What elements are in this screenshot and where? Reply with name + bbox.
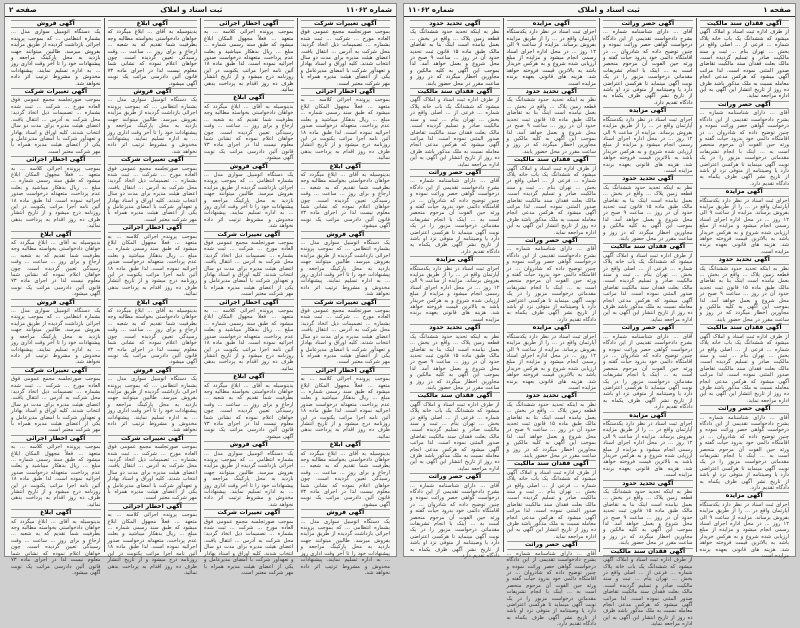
notice-heading: آگهی تحدید حدود (700, 256, 790, 264)
notice-heading: آگهی اخطار اجرائی (204, 20, 294, 28)
header-right: شماره ۱۱۰۶۲ (345, 6, 392, 14)
notice-body: بموجب صورتجلسه مجمع عمومی فوق العاده مورخ ... شرکت ... ثبت شده بشماره ... تصمیمات ذیل اتخاذ گردید: محل شرکت به آدرس ... انتقال یافت. اعضای هیئت مدیره برای مدت دو سال انتخاب شدند. کلیه اوراق و اسناد بهادار و تعهدآور شرکت با امضای مدیرعامل و یکی از اعضای هیئت مدیره همراه با مهر شرکت معتبر است. (204, 518, 294, 576)
notice-body: یک دستگاه اتومبیل سواری مدل ... بشماره انتظامی ... که بموجب پرونده اجرائی بازداشت گردیده از طریق مزایده بفروش میرسد. طالبین میتوانند جهت بازدید به محل پارکینگ مراجعه و پیشنهادات خود را تا آخر وقت اداری روز ... به اداره تسلیم نمایند. پیشنهادات مخدوش و مشروط ترتیب اثر داده نخواهد شد. (204, 450, 294, 508)
notice-heading: آگهی فقدان سند مالکیت (700, 324, 790, 332)
column (407, 18, 503, 560)
notice-heading: آگهی اخطار اجرائی (11, 156, 101, 164)
page-header (5, 4, 396, 17)
notice-body: اجرای ثبت اسناد در نظر دارد یکدستگاه آپارتمان واقع در ... را از طریق مزایده بفروش برساند. مزایده از ساعت ۹ الی ۱۲ روز ... در محل اداره اجرای اسناد رسمی انجام میشود و مزایده از مبلغ ارزیابی شده شروع و به هرکس خریدار باشد به بالاترین قیمت فروخته خواهد شد. هزینه های قانونی بعهده برنده مزایده است. (506, 29, 596, 87)
notice-body: بدینوسیله به آقای ... ابلاغ میگردد که خواهان دادخواستی بخواسته مطالبه وجه بطرفیت شما تقدیم که به شعبه ... ارجاع و برای روز ... ساعت ... وقت رسیدگی تعیین گردیده است. چون خواهان اعلام نموده که نشانی شما معلوم نیست لذا در اجرای ماده ۷۳ قانون آئین دادرسی مراتب یک نوبت آگهی میشود. (204, 382, 294, 440)
notice-body: از طرف اداره ثبت اسناد و املاک آگهی میشود که ششدانگ یک باب خانه پلاک شماره ... فرعی از ... اصلی واقع در بخش ... تهران بنام ... ثبت و سند مالکیت صادر و تسلیم گردیده است. مالک بعلت فقدان سند مالکیت تقاضای صدور المثنی نموده است. لذا مراتب آگهی میشود که هرکس مدعی انجام معامله نسبت به ملک مذکور باشد ظرف ده روز از تاریخ انتشار این آگهی به این اداره مراجعه نماید. (603, 557, 693, 628)
notice-heading: آگهی اخطار اجرائی (108, 224, 198, 232)
header-center: ثبت اسناد و املاک (577, 6, 640, 14)
notice-heading: آگهی مزایده (507, 20, 597, 28)
notice-body: یک دستگاه اتومبیل سواری مدل ... بشماره انتظامی ... که بموجب پرونده اجرائی بازداشت گردیده از طریق مزایده بفروش میرسد. طالبین میتوانند جهت بازدید به محل پارکینگ مراجعه و پیشنهادات خود را تا آخر وقت اداری روز ... به اداره تسلیم نمایند. پیشنهادات مخدوش و مشروط ترتیب اثر داده نخواهد شد. (107, 97, 197, 155)
notice-heading: آگهی فروش (301, 509, 391, 517)
notice-heading: آگهی اخطار اجرائی (108, 503, 198, 511)
notice-heading: آگهی تحدید حدود (410, 324, 500, 332)
notice-heading: آگهی فقدان سند مالکیت (507, 460, 597, 468)
notice-body: بموجب صورتجلسه مجمع عمومی فوق العاده مورخ ... شرکت ... ثبت شده بشماره ... تصمیمات ذیل اتخاذ گردید: محل شرکت به آدرس ... انتقال یافت. اعضای هیئت مدیره برای مدت دو سال انتخاب شدند. کلیه اوراق و اسناد بهادار و تعهدآور شرکت با امضای مدیرعامل و یکی از اعضای هیئت مدیره همراه با مهر شرکت معتبر است. (300, 29, 390, 87)
notice-heading: آگهی فقدان سند مالکیت (603, 243, 693, 251)
notice-heading: آگهی تغییرات شرکت (108, 156, 198, 164)
notice-body: اجرای ثبت اسناد در نظر دارد یکدستگاه آپارتمان واقع در ... را از طریق مزایده بفروش برساند. مزایده از ساعت ۹ الی ۱۲ روز ... در محل اداره اجرای اسناد رسمی انجام میشود و مزایده از مبلغ ارزیابی شده شروع و به هرکس خریدار باشد به بالاترین قیمت فروخته خواهد شد. هزینه های قانونی بعهده برنده مزایده است. (699, 501, 789, 560)
notice-heading: آگهی فقدان سند مالکیت (603, 548, 693, 556)
notice-heading: آگهی ابلاغ (301, 163, 391, 171)
notice-heading: آگهی ابلاغ (11, 231, 101, 239)
header-center: ثبت اسناد و املاک (160, 6, 223, 14)
column (200, 18, 297, 576)
notice-heading: آگهی حصر وراثت (603, 324, 693, 332)
notice-body: از طرف اداره ثبت اسناد و املاک آگهی میشود که ششدانگ یک باب خانه پلاک شماره ... فرعی از ... اصلی واقع در بخش ... تهران بنام ... ثبت و سند مالکیت صادر و تسلیم گردیده است. مالک بعلت فقدان سند مالکیت تقاضای صدور المثنی نموده است. لذا مراتب آگهی میشود که هرکس مدعی انجام معامله نسبت به ملک مذکور باشد ظرف ده روز از تاریخ انتشار این آگهی به این اداره مراجعه نماید. (603, 252, 693, 323)
notice-heading: آگهی تغییرات شرکت (108, 435, 198, 443)
notice-body: بموجب پرونده اجرائی کلاسه ... به متعهد ... فعلاً مجهول المکان ابلاغ میشود که طبق سند رسمی شماره ... مبلغ ... ریال بدهکار میباشید و بعلت عدم پرداخت، متعهدله درخواست صدور اجرائیه نموده است. لذا طبق ماده ۱۸ آئین نامه اجرا مراتب یکنوبت در این روزنامه درج میشود و از تاریخ انتشار ظرف ده روز اقدام به پرداخت بدهی نمائید. (11, 165, 101, 230)
notice-heading: آگهی فروش (11, 20, 101, 28)
notice-heading: آگهی اخطار اجرائی (301, 88, 391, 96)
notice-body: اجرای ثبت اسناد در نظر دارد یکدستگاه آپارتمان واقع در ... را از طریق مزایده بفروش برساند. مزایده از ساعت ۹ الی ۱۲ روز ... در محل اداره اجرای اسناد رسمی انجام میشود و مزایده از مبلغ ارزیابی شده شروع و به هرکس خریدار باشد به بالاترین قیمت فروخته خواهد شد. هزینه های قانونی بعهده برنده مزایده است. (603, 116, 693, 174)
notice-heading: آگهی فقدان سند مالکیت (410, 88, 500, 96)
column (503, 18, 600, 628)
notice-body: از طرف اداره ثبت اسناد و املاک آگهی میشود که ششدانگ یک باب خانه پلاک شماره ... فرعی از ... اصلی واقع در بخش ... تهران بنام ... ثبت و سند مالکیت صادر و تسلیم گردیده است. مالک بعلت فقدان سند مالکیت تقاضای صدور المثنی نموده است. لذا مراتب آگهی میشود که هرکس مدعی انجام معامله نسبت به ملک مذکور باشد ظرف ده روز از تاریخ انتشار این آگهی به این اداره مراجعه نماید. (410, 97, 500, 168)
notice-heading: آگهی اخطار اجرائی (204, 299, 294, 307)
notice-heading: آگهی حصر وراثت (507, 541, 597, 549)
notice-body: آقای ... دارای شناسنامه شماره ... بشرح دادخواست تقدیمی از این دادگاه درخواست گواهی حصر وراثت نموده و چنین توضیح داده که شادروان ... در اقامتگاه دائمی خود بدرود حیات گفته و ورثه حین الفوت آن مرحوم منحصر است به ... اینک با انجام تشریفات مقدماتی درخواست مزبور را در یک نوبت آگهی مینماید تا هرکسی اعتراضی دارد یا وصیتنامه از متوفی نزد او باشد از تاریخ نشر آگهی ظرف یکماه به دادگاه تقدیم دارد. (699, 110, 789, 187)
column (599, 18, 696, 628)
column (297, 18, 394, 576)
page-header (404, 4, 795, 17)
column-container (8, 18, 393, 576)
notice-heading: آگهی ابلاغ (204, 94, 294, 102)
notice-body: نظر به اینکه تحدید حدود ششدانگ یک قطعه زمین پلاک ... واقع در بخش ... بعمل نیامده است اینک بنا به تقاضای مالک طبق ماده ۱۵ قانون ثبت تحدید حدود آن در روز ... ساعت ۹ صبح در محل شروع و بعمل خواهد آمد. لذا بموجب این آگهی به کلیه مالکین و مجاورین اخطار میگردد که در روز و ساعت مقرر در محل حضور یابند. (506, 401, 596, 459)
notice-heading: آگهی اخطار اجرائی (301, 367, 391, 375)
notice-heading: آگهی مزایده (507, 324, 597, 332)
notice-body: آقای ... دارای شناسنامه شماره ... بشرح دادخواست تقدیمی از این دادگاه درخواست گواهی حصر وراثت نموده و چنین توضیح داده که شادروان ... در اقامتگاه دائمی خود بدرود حیات گفته و ورثه حین الفوت آن مرحوم منحصر است به ... اینک با انجام تشریفات مقدماتی درخواست مزبور را در یک نوبت آگهی مینماید تا هرکسی اعتراضی دارد یا وصیتنامه از متوفی نزد او باشد از تاریخ نشر آگهی ظرف یکماه به دادگاه تقدیم دارد. (506, 550, 596, 628)
notice-heading: آگهی تحدید حدود (507, 392, 597, 400)
notice-body: بموجب صورتجلسه مجمع عمومی فوق العاده مورخ ... شرکت ... ثبت شده بشماره ... تصمیمات ذیل اتخاذ گردید: محل شرکت به آدرس ... انتقال یافت. اعضای هیئت مدیره برای مدت دو سال انتخاب شدند. کلیه اوراق و اسناد بهادار و تعهدآور شرکت با امضای مدیرعامل و یکی از اعضای هیئت مدیره همراه با مهر شرکت معتبر است. (11, 97, 101, 155)
notice-heading: آگهی ابلاغ (108, 20, 198, 28)
notice-heading: آگهی تحدید حدود (603, 175, 693, 183)
notice-heading: آگهی تغییرات شرکت (11, 367, 101, 375)
notice-body: یک دستگاه اتومبیل سواری مدل ... بشماره انتظامی ... که بموجب پرونده اجرائی بازداشت گردیده از طریق مزایده بفروش میرسد. طالبین میتوانند جهت بازدید به محل پارکینگ مراجعه و پیشنهادات خود را تا آخر وقت اداری روز ... به اداره تسلیم نمایند. پیشنهادات مخدوش و مشروط ترتیب اثر داده نخواهد شد. (204, 171, 294, 230)
notice-heading: آگهی ابلاغ (204, 373, 294, 381)
notice-body: آقای ... دارای شناسنامه شماره ... بشرح دادخواست تقدیمی از این دادگاه درخواست گواهی حصر وراثت نموده و چنین توضیح داده که شادروان ... در اقامتگاه دائمی خود بدرود حیات گفته و ورثه حین الفوت آن مرحوم منحصر است به ... اینک با انجام تشریفات مقدماتی درخواست مزبور را در یک نوبت آگهی مینماید تا هرکسی اعتراضی دارد یا وصیتنامه از متوفی نزد او باشد از تاریخ نشر آگهی ظرف یکماه به دادگاه تقدیم دارد. (699, 414, 789, 492)
notice-body: بموجب پرونده اجرائی کلاسه ... به متعهد ... فعلاً مجهول المکان ابلاغ میشود که طبق سند رسمی شماره ... مبلغ ... ریال بدهکار میباشید و بعلت عدم پرداخت، متعهدله درخواست صدور اجرائیه نموده است. لذا طبق ماده ۱۸ آئین نامه اجرا مراتب یکنوبت در این روزنامه درج میشود و از تاریخ انتشار ظرف ده روز اقدام به پرداخت بدهی نمائید. (11, 444, 101, 508)
notice-heading: آگهی ابلاغ (11, 509, 101, 517)
notice-body: بموجب پرونده اجرائی کلاسه ... به متعهد ... فعلاً مجهول المکان ابلاغ میشود که طبق سند رسمی شماره ... مبلغ ... ریال بدهکار میباشید و بعلت عدم پرداخت، متعهدله درخواست صدور اجرائیه نموده است. لذا طبق ماده ۱۸ آئین نامه اجرا مراتب یکنوبت در این روزنامه درج میشود و از تاریخ انتشار ظرف ده روز اقدام به پرداخت بدهی نمائید. (300, 376, 390, 440)
notice-body: نظر به اینکه تحدید حدود ششدانگ یک قطعه زمین پلاک ... واقع در بخش ... بعمل نیامده است اینک بنا به تقاضای مالک طبق ماده ۱۵ قانون ثبت تحدید حدود آن در روز ... ساعت ۹ صبح در محل شروع و بعمل خواهد آمد. لذا بموجب این آگهی به کلیه مالکین و مجاورین اخطار میگردد که در روز و ساعت مقرر در محل حضور یابند. (699, 265, 789, 323)
notice-body: یک دستگاه اتومبیل سواری مدل ... بشماره انتظامی ... که بموجب پرونده اجرائی بازداشت گردیده از طریق مزایده بفروش میرسد. طالبین میتوانند جهت بازدید به محل پارکینگ مراجعه و پیشنهادات خود را تا آخر وقت اداری روز ... به اداره تسلیم نمایند. پیشنهادات مخدوش و مشروط ترتیب اثر داده نخواهد شد. (300, 240, 390, 298)
notice-body: بموجب صورتجلسه مجمع عمومی فوق العاده مورخ ... شرکت ... ثبت شده بشماره ... تصمیمات ذیل اتخاذ گردید: محل شرکت به آدرس ... انتقال یافت. اعضای هیئت مدیره برای مدت دو سال انتخاب شدند. کلیه اوراق و اسناد بهادار و تعهدآور شرکت با امضای مدیرعامل و یکی از اعضای هیئت مدیره همراه با مهر شرکت معتبر است. (300, 308, 390, 366)
notice-body: بموجب پرونده اجرائی کلاسه ... به متعهد ... فعلاً مجهول المکان ابلاغ میشود که طبق سند رسمی شماره ... مبلغ ... ریال بدهکار میباشید و بعلت عدم پرداخت، متعهدله درخواست صدور اجرائیه نموده است. لذا طبق ماده ۱۸ آئین نامه اجرا مراتب یکنوبت در این روزنامه درج میشود و از تاریخ انتشار ظرف ده روز اقدام به پرداخت بدهی نمائید. (107, 233, 197, 298)
notice-body: اجرای ثبت اسناد در نظر دارد یکدستگاه آپارتمان واقع در ... را از طریق مزایده بفروش برساند. مزایده از ساعت ۹ الی ۱۲ روز ... در محل اداره اجرای اسناد رسمی انجام میشود و مزایده از مبلغ ارزیابی شده شروع و به هرکس خریدار باشد به بالاترین قیمت فروخته خواهد شد. هزینه های قانونی بعهده برنده مزایده است. (410, 265, 500, 323)
notice-heading: آگهی حصر وراثت (410, 473, 500, 481)
notice-heading: آگهی تحدید حدود (507, 88, 597, 96)
notice-heading: آگهی ابلاغ (301, 441, 391, 449)
header-left: شماره ۱۱۰۶۲ (408, 6, 455, 14)
column-container (407, 18, 792, 628)
notice-heading: آگهی فروش (301, 231, 391, 239)
notice-body: نظر به اینکه تحدید حدود ششدانگ یک قطعه زمین پلاک ... واقع در بخش ... بعمل نیامده است اینک بنا به تقاضای مالک طبق ماده ۱۵ قانون ثبت تحدید حدود آن در روز ... ساعت ۹ صبح در محل شروع و بعمل خواهد آمد. لذا بموجب این آگهی به کلیه مالکین و مجاورین اخطار میگردد که در روز و ساعت مقرر در محل حضور یابند. (603, 489, 693, 547)
notice-heading: آگهی مزایده (603, 107, 693, 115)
notice-heading: آگهی اخطار اجرائی (11, 435, 101, 443)
notice-body: بدینوسیله به آقای ... ابلاغ میگردد که خواهان دادخواستی بخواسته مطالبه وجه بطرفیت شما تقدیم که به شعبه ... ارجاع و برای روز ... ساعت ... وقت رسیدگی تعیین گردیده است. چون خواهان اعلام نموده که نشانی شما معلوم نیست لذا در اجرای ماده ۷۳ قانون آئین دادرسی مراتب یک نوبت آگهی میشود. (204, 103, 294, 162)
notice-body: یک دستگاه اتومبیل سواری مدل ... بشماره انتظامی ... که بموجب پرونده اجرائی بازداشت گردیده از طریق مزایده بفروش میرسد. طالبین میتوانند جهت بازدید به محل پارکینگ مراجعه و پیشنهادات خود را تا آخر وقت اداری روز ... به اداره تسلیم نمایند. پیشنهادات مخدوش و مشروط ترتیب اثر داده نخواهد شد. (11, 29, 101, 87)
notice-heading: آگهی تغییرات شرکت (301, 299, 391, 307)
notice-heading: آگهی فروش (204, 441, 294, 449)
left-page (4, 3, 397, 576)
notice-body: اجرای ثبت اسناد در نظر دارد یکدستگاه آپارتمان واقع در ... را از طریق مزایده بفروش برساند. مزایده از ساعت ۹ الی ۱۲ روز ... در محل اداره اجرای اسناد رسمی انجام میشود و مزایده از مبلغ ارزیابی شده شروع و به هرکس خریدار باشد به بالاترین قیمت فروخته خواهد شد. هزینه های قانونی بعهده برنده مزایده است. (506, 333, 596, 391)
notice-body: از طرف اداره ثبت اسناد و املاک آگهی میشود که ششدانگ یک باب خانه پلاک شماره ... فرعی از ... اصلی واقع در بخش ... تهران بنام ... ثبت و سند مالکیت صادر و تسلیم گردیده است. مالک بعلت فقدان سند مالکیت تقاضای صدور المثنی نموده است. لذا مراتب آگهی میشود که هرکس مدعی انجام معامله نسبت به ملک مذکور باشد ظرف ده روز از تاریخ انتشار این آگهی به این اداره مراجعه نماید. (506, 165, 596, 236)
notice-body: بموجب پرونده اجرائی کلاسه ... به متعهد ... فعلاً مجهول المکان ابلاغ میشود که طبق سند رسمی شماره ... مبلغ ... ریال بدهکار میباشید و بعلت عدم پرداخت، متعهدله درخواست صدور اجرائیه نموده است. لذا طبق ماده ۱۸ آئین نامه اجرا مراتب یکنوبت در این روزنامه درج میشود و از تاریخ انتشار ظرف ده روز اقدام به پرداخت بدهی نمائید. (204, 308, 294, 372)
notice-heading: آگهی فروش (108, 367, 198, 375)
notice-heading: آگهی حصر وراثت (700, 405, 790, 413)
notice-body: از طرف اداره ثبت اسناد و املاک آگهی میشود که ششدانگ یک باب خانه پلاک شماره ... فرعی از ... اصلی واقع در بخش ... تهران بنام ... ثبت و سند مالکیت صادر و تسلیم گردیده است. مالک بعلت فقدان سند مالکیت تقاضای صدور المثنی نموده است. لذا مراتب آگهی میشود که هرکس مدعی انجام معامله نسبت به ملک مذکور باشد ظرف ده روز از تاریخ انتشار این آگهی به این اداره مراجعه نماید. (410, 401, 500, 472)
header-left: صفحه ۲ (9, 6, 37, 14)
notice-body: بدینوسیله به آقای ... ابلاغ میگردد که خواهان دادخواستی بخواسته مطالبه وجه بطرفیت شما تقدیم که به شعبه ... ارجاع و برای روز ... ساعت ... وقت رسیدگی تعیین گردیده است. چون خواهان اعلام نموده که نشانی شما معلوم نیست لذا در اجرای ماده ۷۳ قانون آئین دادرسی مراتب یک نوبت آگهی میشود. (300, 450, 390, 508)
notice-body: بموجب پرونده اجرائی کلاسه ... به متعهد ... فعلاً مجهول المکان ابلاغ میشود که طبق سند رسمی شماره ... مبلغ ... ریال بدهکار میباشید و بعلت عدم پرداخت، متعهدله درخواست صدور اجرائیه نموده است. لذا طبق ماده ۱۸ آئین نامه اجرا مراتب یکنوبت در این روزنامه درج میشود و از تاریخ انتشار ظرف ده روز اقدام به پرداخت بدهی نمائید. (107, 512, 197, 576)
notice-body: نظر به اینکه تحدید حدود ششدانگ یک قطعه زمین پلاک ... واقع در بخش ... بعمل نیامده است اینک بنا به تقاضای مالک طبق ماده ۱۵ قانون ثبت تحدید حدود آن در روز ... ساعت ۹ صبح در محل شروع و بعمل خواهد آمد. لذا بموجب این آگهی به کلیه مالکین و مجاورین اخطار میگردد که در روز و ساعت مقرر در محل حضور یابند. (506, 97, 596, 155)
notice-body: آقای ... دارای شناسنامه شماره ... بشرح دادخواست تقدیمی از این دادگاه درخواست گواهی حصر وراثت نموده و چنین توضیح داده که شادروان ... در اقامتگاه دائمی خود بدرود حیات گفته و ورثه حین الفوت آن مرحوم منحصر است به ... اینک با انجام تشریفات مقدماتی درخواست مزبور را در یک نوبت آگهی مینماید تا هرکسی اعتراضی دارد یا وصیتنامه از متوفی نزد او باشد از تاریخ نشر آگهی ظرف یکماه به دادگاه تقدیم دارد. (603, 333, 693, 411)
notice-body: بدینوسیله به آقای ... ابلاغ میگردد که خواهان دادخواستی بخواسته مطالبه وجه بطرفیت شما تقدیم که به شعبه ... ارجاع و برای روز ... ساعت ... وقت رسیدگی تعیین گردیده است. چون خواهان اعلام نموده که نشانی شما معلوم نیست لذا در اجرای ماده ۷۳ قانون آئین دادرسی مراتب یک نوبت آگهی میشود. (11, 518, 101, 576)
notice-body: بدینوسیله به آقای ... ابلاغ میگردد که خواهان دادخواستی بخواسته مطالبه وجه بطرفیت شما تقدیم که به شعبه ... ارجاع و برای روز ... ساعت ... وقت رسیدگی تعیین گردیده است. چون خواهان اعلام نموده که نشانی شما معلوم نیست لذا در اجرای ماده ۷۳ قانون آئین دادرسی مراتب یک نوبت آگهی میشود. (107, 308, 197, 366)
notice-heading: آگهی تغییرات شرکت (301, 20, 391, 28)
notice-heading: آگهی تغییرات شرکت (204, 509, 294, 517)
notice-body: بدینوسیله به آقای ... ابلاغ میگردد که خواهان دادخواستی بخواسته مطالبه وجه بطرفیت شما تقدیم که به شعبه ... ارجاع و برای روز ... ساعت ... وقت رسیدگی تعیین گردیده است. چون خواهان اعلام نموده که نشانی شما معلوم نیست لذا در اجرای ماده ۷۳ قانون آئین دادرسی مراتب یک نوبت آگهی میشود. (11, 240, 101, 298)
notice-body: اجرای ثبت اسناد در نظر دارد یکدستگاه آپارتمان واقع در ... را از طریق مزایده بفروش برساند. مزایده از ساعت ۹ الی ۱۲ روز ... در محل اداره اجرای اسناد رسمی انجام میشود و مزایده از مبلغ ارزیابی شده شروع و به هرکس خریدار باشد به بالاترین قیمت فروخته خواهد شد. هزینه های قانونی بعهده برنده مزایده است. (699, 197, 789, 255)
notice-body: از طرف اداره ثبت اسناد و املاک آگهی میشود که ششدانگ یک باب خانه پلاک شماره ... فرعی از ... اصلی واقع در بخش ... تهران بنام ... ثبت و سند مالکیت صادر و تسلیم گردیده است. مالک بعلت فقدان سند مالکیت تقاضای صدور المثنی نموده است. لذا مراتب آگهی میشود که هرکس مدعی انجام معامله نسبت به ملک مذکور باشد ظرف ده روز از تاریخ انتشار این آگهی به این اداره مراجعه نماید. (506, 469, 596, 540)
notice-body: نظر به اینکه تحدید حدود ششدانگ یک قطعه زمین پلاک ... واقع در بخش ... بعمل نیامده است اینک بنا به تقاضای مالک طبق ماده ۱۵ قانون ثبت تحدید حدود آن در روز ... ساعت ۹ صبح در محل شروع و بعمل خواهد آمد. لذا بموجب این آگهی به کلیه مالکین و مجاورین اخطار میگردد که در روز و ساعت مقرر در محل حضور یابند. (410, 29, 500, 87)
notice-body: نظر به اینکه تحدید حدود ششدانگ یک قطعه زمین پلاک ... واقع در بخش ... بعمل نیامده است اینک بنا به تقاضای مالک طبق ماده ۱۵ قانون ثبت تحدید حدود آن در روز ... ساعت ۹ صبح در محل شروع و بعمل خواهد آمد. لذا بموجب این آگهی به کلیه مالکین و مجاورین اخطار میگردد که در روز و ساعت مقرر در محل حضور یابند. (603, 184, 693, 242)
column (104, 18, 201, 576)
notice-heading: آگهی حصر وراثت (700, 101, 790, 109)
notice-heading: آگهی فروش (11, 299, 101, 307)
notice-heading: آگهی فقدان سند مالکیت (507, 156, 597, 164)
notice-body: آقای ... دارای شناسنامه شماره ... بشرح دادخواست تقدیمی از این دادگاه درخواست گواهی حصر وراثت نموده و چنین توضیح داده که شادروان ... در اقامتگاه دائمی خود بدرود حیات گفته و ورثه حین الفوت آن مرحوم منحصر است به ... اینک با انجام تشریفات مقدماتی درخواست مزبور را در یک نوبت آگهی مینماید تا هرکسی اعتراضی دارد یا وصیتنامه از متوفی نزد او باشد از تاریخ نشر آگهی ظرف یکماه به دادگاه تقدیم دارد. (603, 29, 693, 106)
notice-heading: آگهی ابلاغ (108, 299, 198, 307)
notice-heading: آگهی مزایده (410, 256, 500, 264)
column (8, 18, 104, 576)
notice-heading: آگهی فروش (204, 163, 294, 171)
notice-heading: آگهی حصر وراثت (603, 20, 693, 28)
right-page (403, 3, 796, 628)
notice-heading: آگهی مزایده (700, 492, 790, 500)
notice-heading: آگهی تحدید حدود (603, 480, 693, 488)
notice-heading: آگهی تحدید حدود (410, 20, 500, 28)
notice-heading: آگهی حصر وراثت (507, 237, 597, 245)
header-right: صفحه ۱ (763, 6, 791, 14)
notice-body: بموجب صورتجلسه مجمع عمومی فوق العاده مورخ ... شرکت ... ثبت شده بشماره ... تصمیمات ذیل اتخاذ گردید: محل شرکت به آدرس ... انتقال یافت. اعضای هیئت مدیره برای مدت دو سال انتخاب شدند. کلیه اوراق و اسناد بهادار و تعهدآور شرکت با امضای مدیرعامل و یکی از اعضای هیئت مدیره همراه با مهر شرکت معتبر است. (204, 240, 294, 298)
notice-heading: آگهی مزایده (700, 188, 790, 196)
notice-body: آقای ... دارای شناسنامه شماره ... بشرح دادخواست تقدیمی از این دادگاه درخواست گواهی حصر وراثت نموده و چنین توضیح داده که شادروان ... در اقامتگاه دائمی خود بدرود حیات گفته و ورثه حین الفوت آن مرحوم منحصر است به ... اینک با انجام تشریفات مقدماتی درخواست مزبور را در یک نوبت آگهی مینماید تا هرکسی اعتراضی دارد یا وصیتنامه از متوفی نزد او باشد از تاریخ نشر آگهی ظرف یکماه به دادگاه تقدیم دارد. (410, 482, 500, 560)
notice-body: بموجب پرونده اجرائی کلاسه ... به متعهد ... فعلاً مجهول المکان ابلاغ میشود که طبق سند رسمی شماره ... مبلغ ... ریال بدهکار میباشید و بعلت عدم پرداخت، متعهدله درخواست صدور اجرائیه نموده است. لذا طبق ماده ۱۸ آئین نامه اجرا مراتب یکنوبت در این روزنامه درج میشود و از تاریخ انتشار ظرف ده روز اقدام به پرداخت بدهی نمائید. (300, 97, 390, 162)
notice-body: بموجب صورتجلسه مجمع عمومی فوق العاده مورخ ... شرکت ... ثبت شده بشماره ... تصمیمات ذیل اتخاذ گردید: محل شرکت به آدرس ... انتقال یافت. اعضای هیئت مدیره برای مدت دو سال انتخاب شدند. کلیه اوراق و اسناد بهادار و تعهدآور شرکت با امضای مدیرعامل و یکی از اعضای هیئت مدیره همراه با مهر شرکت معتبر است. (107, 444, 197, 502)
notice-body: بموجب پرونده اجرائی کلاسه ... به متعهد ... فعلاً مجهول المکان ابلاغ میشود که طبق سند رسمی شماره ... مبلغ ... ریال بدهکار میباشید و بعلت عدم پرداخت، متعهدله درخواست صدور اجرائیه نموده است. لذا طبق ماده ۱۸ آئین نامه اجرا مراتب یکنوبت در این روزنامه درج میشود و از تاریخ انتشار ظرف ده روز اقدام به پرداخت بدهی نمائید. (204, 29, 294, 94)
notice-body: آقای ... دارای شناسنامه شماره ... بشرح دادخواست تقدیمی از این دادگاه درخواست گواهی حصر وراثت نموده و چنین توضیح داده که شادروان ... در اقامتگاه دائمی خود بدرود حیات گفته و ورثه حین الفوت آن مرحوم منحصر است به ... اینک با انجام تشریفات مقدماتی درخواست مزبور را در یک نوبت آگهی مینماید تا هرکسی اعتراضی دارد یا وصیتنامه از متوفی نزد او باشد از تاریخ نشر آگهی ظرف یکماه به دادگاه تقدیم دارد. (506, 246, 596, 323)
notice-body: آقای ... دارای شناسنامه شماره ... بشرح دادخواست تقدیمی از این دادگاه درخواست گواهی حصر وراثت نموده و چنین توضیح داده که شادروان ... در اقامتگاه دائمی خود بدرود حیات گفته و ورثه حین الفوت آن مرحوم منحصر است به ... اینک با انجام تشریفات مقدماتی درخواست مزبور را در یک نوبت آگهی مینماید تا هرکسی اعتراضی دارد یا وصیتنامه از متوفی نزد او باشد از تاریخ نشر آگهی ظرف یکماه به دادگاه تقدیم دارد. (410, 178, 500, 255)
notice-body: بدینوسیله به آقای ... ابلاغ میگردد که خواهان دادخواستی بخواسته مطالبه وجه بطرفیت شما تقدیم که به شعبه ... ارجاع و برای روز ... ساعت ... وقت رسیدگی تعیین گردیده است. چون خواهان اعلام نموده که نشانی شما معلوم نیست لذا در اجرای ماده ۷۳ قانون آئین دادرسی مراتب یک نوبت آگهی میشود. (107, 29, 197, 87)
column (696, 18, 793, 560)
notice-heading: آگهی فقدان سند مالکیت (410, 392, 500, 400)
notice-body: بموجب صورتجلسه مجمع عمومی فوق العاده مورخ ... شرکت ... ثبت شده بشماره ... تصمیمات ذیل اتخاذ گردید: محل شرکت به آدرس ... انتقال یافت. اعضای هیئت مدیره برای مدت دو سال انتخاب شدند. کلیه اوراق و اسناد بهادار و تعهدآور شرکت با امضای مدیرعامل و یکی از اعضای هیئت مدیره همراه با مهر شرکت معتبر است. (11, 376, 101, 434)
notice-heading: آگهی حصر وراثت (410, 169, 500, 177)
notice-heading: آگهی تغییرات شرکت (11, 88, 101, 96)
notice-body: بموجب صورتجلسه مجمع عمومی فوق العاده مورخ ... شرکت ... ثبت شده بشماره ... تصمیمات ذیل اتخاذ گردید: محل شرکت به آدرس ... انتقال یافت. اعضای هیئت مدیره برای مدت دو سال انتخاب شدند. کلیه اوراق و اسناد بهادار و تعهدآور شرکت با امضای مدیرعامل و یکی از اعضای هیئت مدیره همراه با مهر شرکت معتبر است. (107, 165, 197, 223)
notice-body: از طرف اداره ثبت اسناد و املاک آگهی میشود که ششدانگ یک باب خانه پلاک شماره ... فرعی از ... اصلی واقع در بخش ... تهران بنام ... ثبت و سند مالکیت صادر و تسلیم گردیده است. مالک بعلت فقدان سند مالکیت تقاضای صدور المثنی نموده است. لذا مراتب آگهی میشود که هرکس مدعی انجام معامله نسبت به ملک مذکور باشد ظرف ده روز از تاریخ انتشار این آگهی به این اداره مراجعه نماید. (699, 29, 789, 100)
notice-heading: آگهی تغییرات شرکت (204, 231, 294, 239)
notice-heading: آگهی مزایده (603, 412, 693, 420)
notice-heading: آگهی فقدان سند مالکیت (700, 20, 790, 28)
notice-body: یک دستگاه اتومبیل سواری مدل ... بشماره انتظامی ... که بموجب پرونده اجرائی بازداشت گردیده از طریق مزایده بفروش میرسد. طالبین میتوانند جهت بازدید به محل پارکینگ مراجعه و پیشنهادات خود را تا آخر وقت اداری روز ... به اداره تسلیم نمایند. پیشنهادات مخدوش و مشروط ترتیب اثر داده نخواهد شد. (300, 518, 390, 576)
notice-body: از طرف اداره ثبت اسناد و املاک آگهی میشود که ششدانگ یک باب خانه پلاک شماره ... فرعی از ... اصلی واقع در بخش ... تهران بنام ... ثبت و سند مالکیت صادر و تسلیم گردیده است. مالک بعلت فقدان سند مالکیت تقاضای صدور المثنی نموده است. لذا مراتب آگهی میشود که هرکس مدعی انجام معامله نسبت به ملک مذکور باشد ظرف ده روز از تاریخ انتشار این آگهی به این اداره مراجعه نماید. (699, 333, 789, 404)
notice-body: نظر به اینکه تحدید حدود ششدانگ یک قطعه زمین پلاک ... واقع در بخش ... بعمل نیامده است اینک بنا به تقاضای مالک طبق ماده ۱۵ قانون ثبت تحدید حدود آن در روز ... ساعت ۹ صبح در محل شروع و بعمل خواهد آمد. لذا بموجب این آگهی به کلیه مالکین و مجاورین اخطار میگردد که در روز و ساعت مقرر در محل حضور یابند. (410, 333, 500, 391)
notice-body: اجرای ثبت اسناد در نظر دارد یکدستگاه آپارتمان واقع در ... را از طریق مزایده بفروش برساند. مزایده از ساعت ۹ الی ۱۲ روز ... در محل اداره اجرای اسناد رسمی انجام میشود و مزایده از مبلغ ارزیابی شده شروع و به هرکس خریدار باشد به بالاترین قیمت فروخته خواهد شد. هزینه های قانونی بعهده برنده مزایده است. (603, 420, 693, 479)
notice-body: یک دستگاه اتومبیل سواری مدل ... بشماره انتظامی ... که بموجب پرونده اجرائی بازداشت گردیده از طریق مزایده بفروش میرسد. طالبین میتوانند جهت بازدید به محل پارکینگ مراجعه و پیشنهادات خود را تا آخر وقت اداری روز ... به اداره تسلیم نمایند. پیشنهادات مخدوش و مشروط ترتیب اثر داده نخواهد شد. (107, 376, 197, 434)
notice-heading: آگهی فروش (108, 88, 198, 96)
notice-body: بدینوسیله به آقای ... ابلاغ میگردد که خواهان دادخواستی بخواسته مطالبه وجه بطرفیت شما تقدیم که به شعبه ... ارجاع و برای روز ... ساعت ... وقت رسیدگی تعیین گردیده است. چون خواهان اعلام نموده که نشانی شما معلوم نیست لذا در اجرای ماده ۷۳ قانون آئین دادرسی مراتب یک نوبت آگهی میشود. (300, 171, 390, 230)
notice-body: یک دستگاه اتومبیل سواری مدل ... بشماره انتظامی ... که بموجب پرونده اجرائی بازداشت گردیده از طریق مزایده بفروش میرسد. طالبین میتوانند جهت بازدید به محل پارکینگ مراجعه و پیشنهادات خود را تا آخر وقت اداری روز ... به اداره تسلیم نمایند. پیشنهادات مخدوش و مشروط ترتیب اثر داده نخواهد شد. (11, 308, 101, 366)
